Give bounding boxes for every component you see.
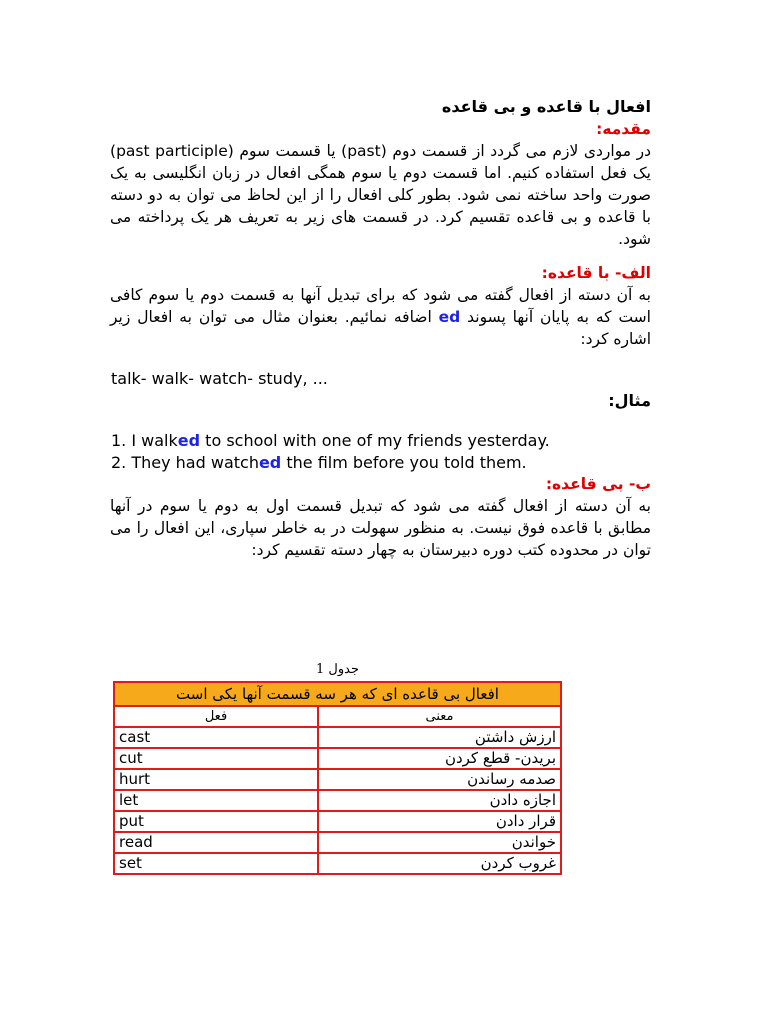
table-row xyxy=(114,727,561,748)
meaning-cell: صدمه رساندن xyxy=(318,769,561,790)
table-header-row xyxy=(114,706,561,727)
example-1-after: to school with one of my friends yesterday. xyxy=(200,431,550,450)
table-row xyxy=(114,832,561,853)
regular-heading: الف- با قاعده: xyxy=(541,264,651,282)
irregular-paragraph: به آن دسته از افعال گفته می شود که تبدیل قسمت اول به دوم یا سوم در آنها مطابق با قاعده فوق نیست. به منظور سهولت در به خاطر سپاری، این افعال را می توان در محدوده کتب دوره دبیرستان به چهار دسته تقسیم کرد: xyxy=(110,497,651,559)
verb-cell: cast xyxy=(114,727,318,748)
table-row xyxy=(114,811,561,832)
meaning-cell: ارزش داشتن xyxy=(318,727,561,748)
table-row xyxy=(114,769,561,790)
table-caption: جدول 1 xyxy=(316,662,359,677)
meaning-cell: غروب کردن xyxy=(318,853,561,874)
table-row xyxy=(114,748,561,769)
example-label: مثال: xyxy=(608,391,651,410)
regular-verbs-list: talk- walk- watch- study, ... xyxy=(111,369,328,388)
example-1-suffix: ed xyxy=(177,431,201,450)
irregular-section xyxy=(110,473,651,561)
verb-cell: let xyxy=(114,790,318,811)
column-header-meaning: معنی xyxy=(318,706,561,727)
irregular-heading: ب- بی قاعده: xyxy=(545,475,651,493)
example-sentence-1 xyxy=(111,430,550,452)
example-2-suffix: ed xyxy=(258,453,282,472)
regular-text-before: به آن دسته از افعال گفته می شود که برای تبدیل آنها به قسمت دوم یا سوم کافی است که به پایان آنها پسوند xyxy=(110,286,651,326)
meaning-cell: خواندن xyxy=(318,832,561,853)
irregular-verbs-table xyxy=(113,681,562,875)
example-sentence-2 xyxy=(111,452,527,474)
meaning-cell: اجازه دادن xyxy=(318,790,561,811)
table-banner: افعال بی قاعده ای که هر سه قسمت آنها یکی است xyxy=(114,682,561,706)
table-banner-row xyxy=(114,682,561,706)
intro-paragraph: در مواردی لازم می گردد از قسمت دوم (past) یا قسمت سوم (past participle) یک فعل استفاده کنیم. اما قسمت دوم یا سوم همگی افعال در زبان انگلیسی به یک صورت واحد ساخته نمی شود. بطور کلی افعال را از این لحاظ می توان به دو دسته با قاعده و بی قاعده تقسیم کرد. در قسمت های زیر به تعریف هر یک پرداخته می شود. xyxy=(110,142,651,248)
regular-text-after: اضافه نمائیم. بعنوان مثال می توان به افعال زیر اشاره کرد: xyxy=(110,308,651,348)
example-2-after: the film before you told them. xyxy=(281,453,527,472)
verb-cell: read xyxy=(114,832,318,853)
table-row xyxy=(114,853,561,874)
verb-cell: set xyxy=(114,853,318,874)
verb-cell: put xyxy=(114,811,318,832)
intro-section xyxy=(110,96,651,250)
column-header-verb: فعل xyxy=(114,706,318,727)
table-row xyxy=(114,790,561,811)
verb-cell: hurt xyxy=(114,769,318,790)
regular-section xyxy=(110,262,651,350)
example-2-before: 2. They had watch xyxy=(111,453,259,472)
intro-heading: مقدمه: xyxy=(596,120,651,138)
meaning-cell: قرار دادن xyxy=(318,811,561,832)
verb-cell: cut xyxy=(114,748,318,769)
meaning-cell: بریدن- قطع کردن xyxy=(318,748,561,769)
regular-paragraph xyxy=(110,284,651,350)
example-1-before: 1. I walk xyxy=(111,431,178,450)
page-title: افعال با قاعده و بی قاعده xyxy=(441,97,651,116)
ed-suffix: ed xyxy=(438,308,461,326)
